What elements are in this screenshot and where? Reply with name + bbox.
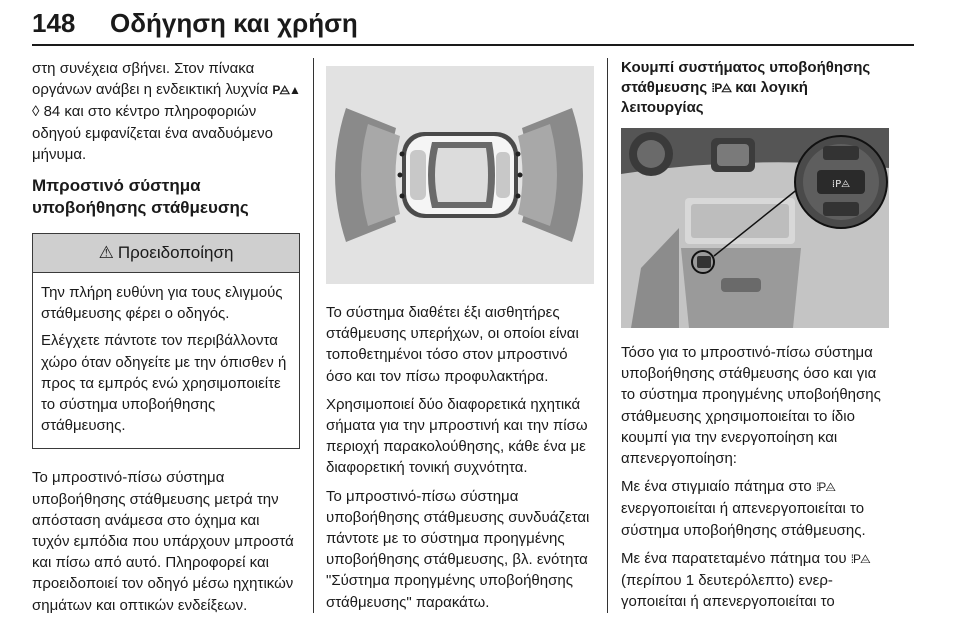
- car-sensor-coverage-illustration: [326, 66, 594, 284]
- parking-assist-button-icon: ⁞P⨺: [711, 81, 732, 95]
- section-heading-front-parking-assist: Μπροστινό σύστημα υποβοήθησης στάθμευσης: [32, 176, 249, 218]
- car-hood: [410, 150, 426, 200]
- paragraph-shared-button: Τόσο για το μπροστινό-πίσω σύστημα υποβοήθησης στάθμευσης όσο και για το σύστημα προηγμένης υποβοήθησης στάθμευσης χρησιμοποιείται το ίδιο κουμπί για την ενεργοποίηση και απενεργοποίηση:: [621, 344, 881, 468]
- warning-triangle-icon: ⚠: [98, 243, 114, 263]
- dashboard-interior-graphic: [621, 128, 889, 328]
- column-1: [32, 58, 300, 623]
- dashboard-button-illustration: [621, 128, 889, 328]
- front-sensor-zone-inner: [361, 124, 400, 226]
- warning-body: [33, 273, 299, 448]
- parking-assist-fault-icon: P⨺▲: [272, 83, 300, 98]
- column-divider-1: [313, 58, 314, 613]
- warning-text-1: Την πλήρη ευθύνη για τους ελιγμούς στάθμευσης φέρει ο οδηγός.: [41, 284, 283, 323]
- paragraph-short-press: Με ένα στιγμιαίο πάτημα στο ⁞P⨺ ενεργοποιείται ή απενεργοποιείται το σύστημα υποβοήθησης στάθμευσης.: [621, 478, 866, 539]
- column-divider-2: [607, 58, 608, 613]
- svg-text:⁞P⨺: ⁞P⨺: [831, 179, 851, 190]
- paragraph-long-press: Με ένα παρατεταμένο πάτημα του ⁞P⨺ (περίπου 1 δευτερόλεπτο) ενεργοποιείται ή απενεργοποιείται το: [621, 549, 870, 611]
- paragraph-system-description: Το μπροστινό-πίσω σύστημα υποβοήθησης στάθμευσης μετρά την απόσταση ανάμεσα στο όχημα και τυχόν εμπόδια που υπάρχουν μπροστά και πίσω από αυτό. Πληροφορεί και προειδοποιεί τον οδηγό μέσω ηχητικών σημάτων και οπτικών ενδείξεων.: [32, 469, 294, 614]
- warning-box: [32, 233, 300, 449]
- parking-assist-button-icon: ⁞P⨺: [815, 480, 835, 495]
- warning-title: Προειδοποίηση: [117, 243, 234, 263]
- page-number: 148: [32, 8, 76, 38]
- warning-header: [33, 234, 299, 273]
- section-heading-parking-button: Κουμπί συστήματος υποβοήθησης στάθμευσης ⁞P⨺ και λογική λειτουργίας: [621, 59, 871, 116]
- rear-sensor-zone-inner: [518, 124, 557, 226]
- page-header: [32, 6, 914, 46]
- paragraph-combined-system: Το μπροστινό-πίσω σύστημα υποβοήθησης στάθμευσης συνδυάζεται πάντοτε με το σύστημα προηγμένης υποβοήθησης στάθμευσης, βλ. ενότητα "Σύστημα προηγμένης υποβοήθησης στάθμευσης" παρακάτω.: [326, 487, 590, 611]
- paragraph-continuation: στη συνέχεια σβήνει. Στον πίνακα οργάνων ανάβει η ενδεικτική λυχνία P⨺▲ ◊ 84 και στο κέντρο πληροφοριών οδηγού εμφανίζεται ένα αναδυόμενο μήνυμα.: [32, 60, 300, 163]
- running-title: Οδήγηση και χρήση: [110, 8, 358, 38]
- header-rule: [32, 44, 914, 46]
- car-top-view-graphic: [326, 66, 594, 284]
- column-2: [326, 58, 594, 620]
- paragraph-sensors: Το σύστημα διαθέτει έξι αισθητήρες στάθμευσης υπερήχων, οι οποίοι είναι τοποθετημένοι τόσο στον μπροστινό όσο και τον πίσω προφυλακτήρα.: [326, 304, 579, 385]
- warning-text-2: Ελέγχετε πάντοτε τον περιβάλλοντα χώρο όταν οδηγείτε με την όπισθεν ή προς τα εμπρός ενώ χρησιμοποιείτε το σύστημα υποβοήθησης στάθμευσης.: [41, 332, 287, 435]
- parking-assist-button-icon: ⁞P⨺: [850, 551, 870, 566]
- column-3: [621, 58, 889, 619]
- parking-button-location: [697, 256, 711, 268]
- car-trunk: [496, 152, 510, 198]
- paragraph-acoustic-signals: Χρησιμοποιεί δύο διαφορετικά ηχητικά σήματα για την μπροστινή και την πίσω περιοχή παρακολούθησης, κάθε ένα με διαφορετική τονική συχνότητα.: [326, 395, 588, 477]
